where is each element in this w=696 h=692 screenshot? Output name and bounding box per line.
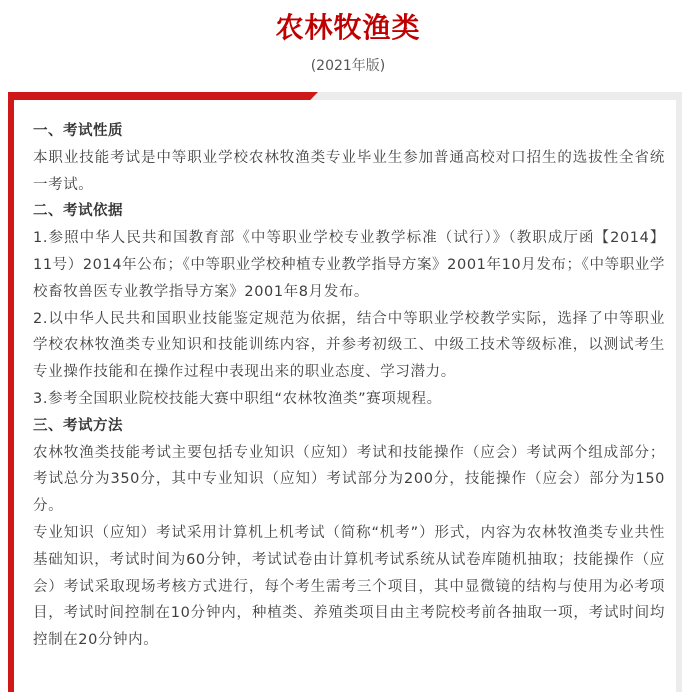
paragraph: 本职业技能考试是中等职业学校农林牧渔类专业毕业生参加普通高校对口招生的选拔性全省统一考试。 xyxy=(33,149,665,193)
paragraph: 1.参照中华人民共和国教育部《中等职业学校专业教学标准（试行）》（教职成厅函【2014】11号）2014年公布；《中等职业学校种植专业教学指导方案》2001年10月发布；《中等职业学校畜牧兽医专业教学指导方案》2001年8月发布。 xyxy=(33,230,665,300)
frame-top-red-accent-bar xyxy=(8,92,318,100)
content-frame xyxy=(8,92,682,692)
frame-right-grey-border xyxy=(676,92,682,692)
paragraph: 专业知识（应知）考试采用计算机上机考试（简称“机考”）形式，内容为农林牧渔类专业共性基础知识，考试时间为60分钟，考试试卷由计算机考试系统从试卷库随机抽取；技能操作（应会）考试采取现场考核方式进行，每个考生需考三个项目，其中显微镜的结构与使用为必考项目，考试时间控制在10分钟内，种植类、养殖类项目由主考院校考前各抽取一项，考试时间均控制在20分钟内。 xyxy=(33,524,665,649)
edition-subtitle: (2021年版) xyxy=(310,58,386,74)
paragraph: 农林牧渔类技能考试主要包括专业知识（应知）考试和技能操作（应会）考试两个组成部分；考试总分为350分，其中专业知识（应知）考试部分为200分，技能操作（应会）部分为150分。 xyxy=(33,444,665,515)
frame-left-red-border xyxy=(8,92,14,692)
paragraph: 3.参考全国职业院校技能大赛中职组“农林牧渔类”赛项规程。 xyxy=(33,390,442,407)
section-heading-basis: 二、考试依据 xyxy=(33,203,123,220)
document-body xyxy=(33,118,665,654)
section-heading-method: 三、考试方法 xyxy=(33,417,123,434)
paragraph: 2.以中华人民共和国职业技能鉴定规范为依据，结合中等职业学校教学实际，选择了中等职业学校农林牧渔类专业知识和技能训练内容，并参考初级工、中级工技术等级标准，以测试考生专业操作技能和在操作过程中表现出来的职业态度、学习潜力。 xyxy=(33,310,665,381)
section-heading-nature: 一、考试性质 xyxy=(33,123,123,139)
page-title: 农林牧渔类 xyxy=(275,11,421,44)
